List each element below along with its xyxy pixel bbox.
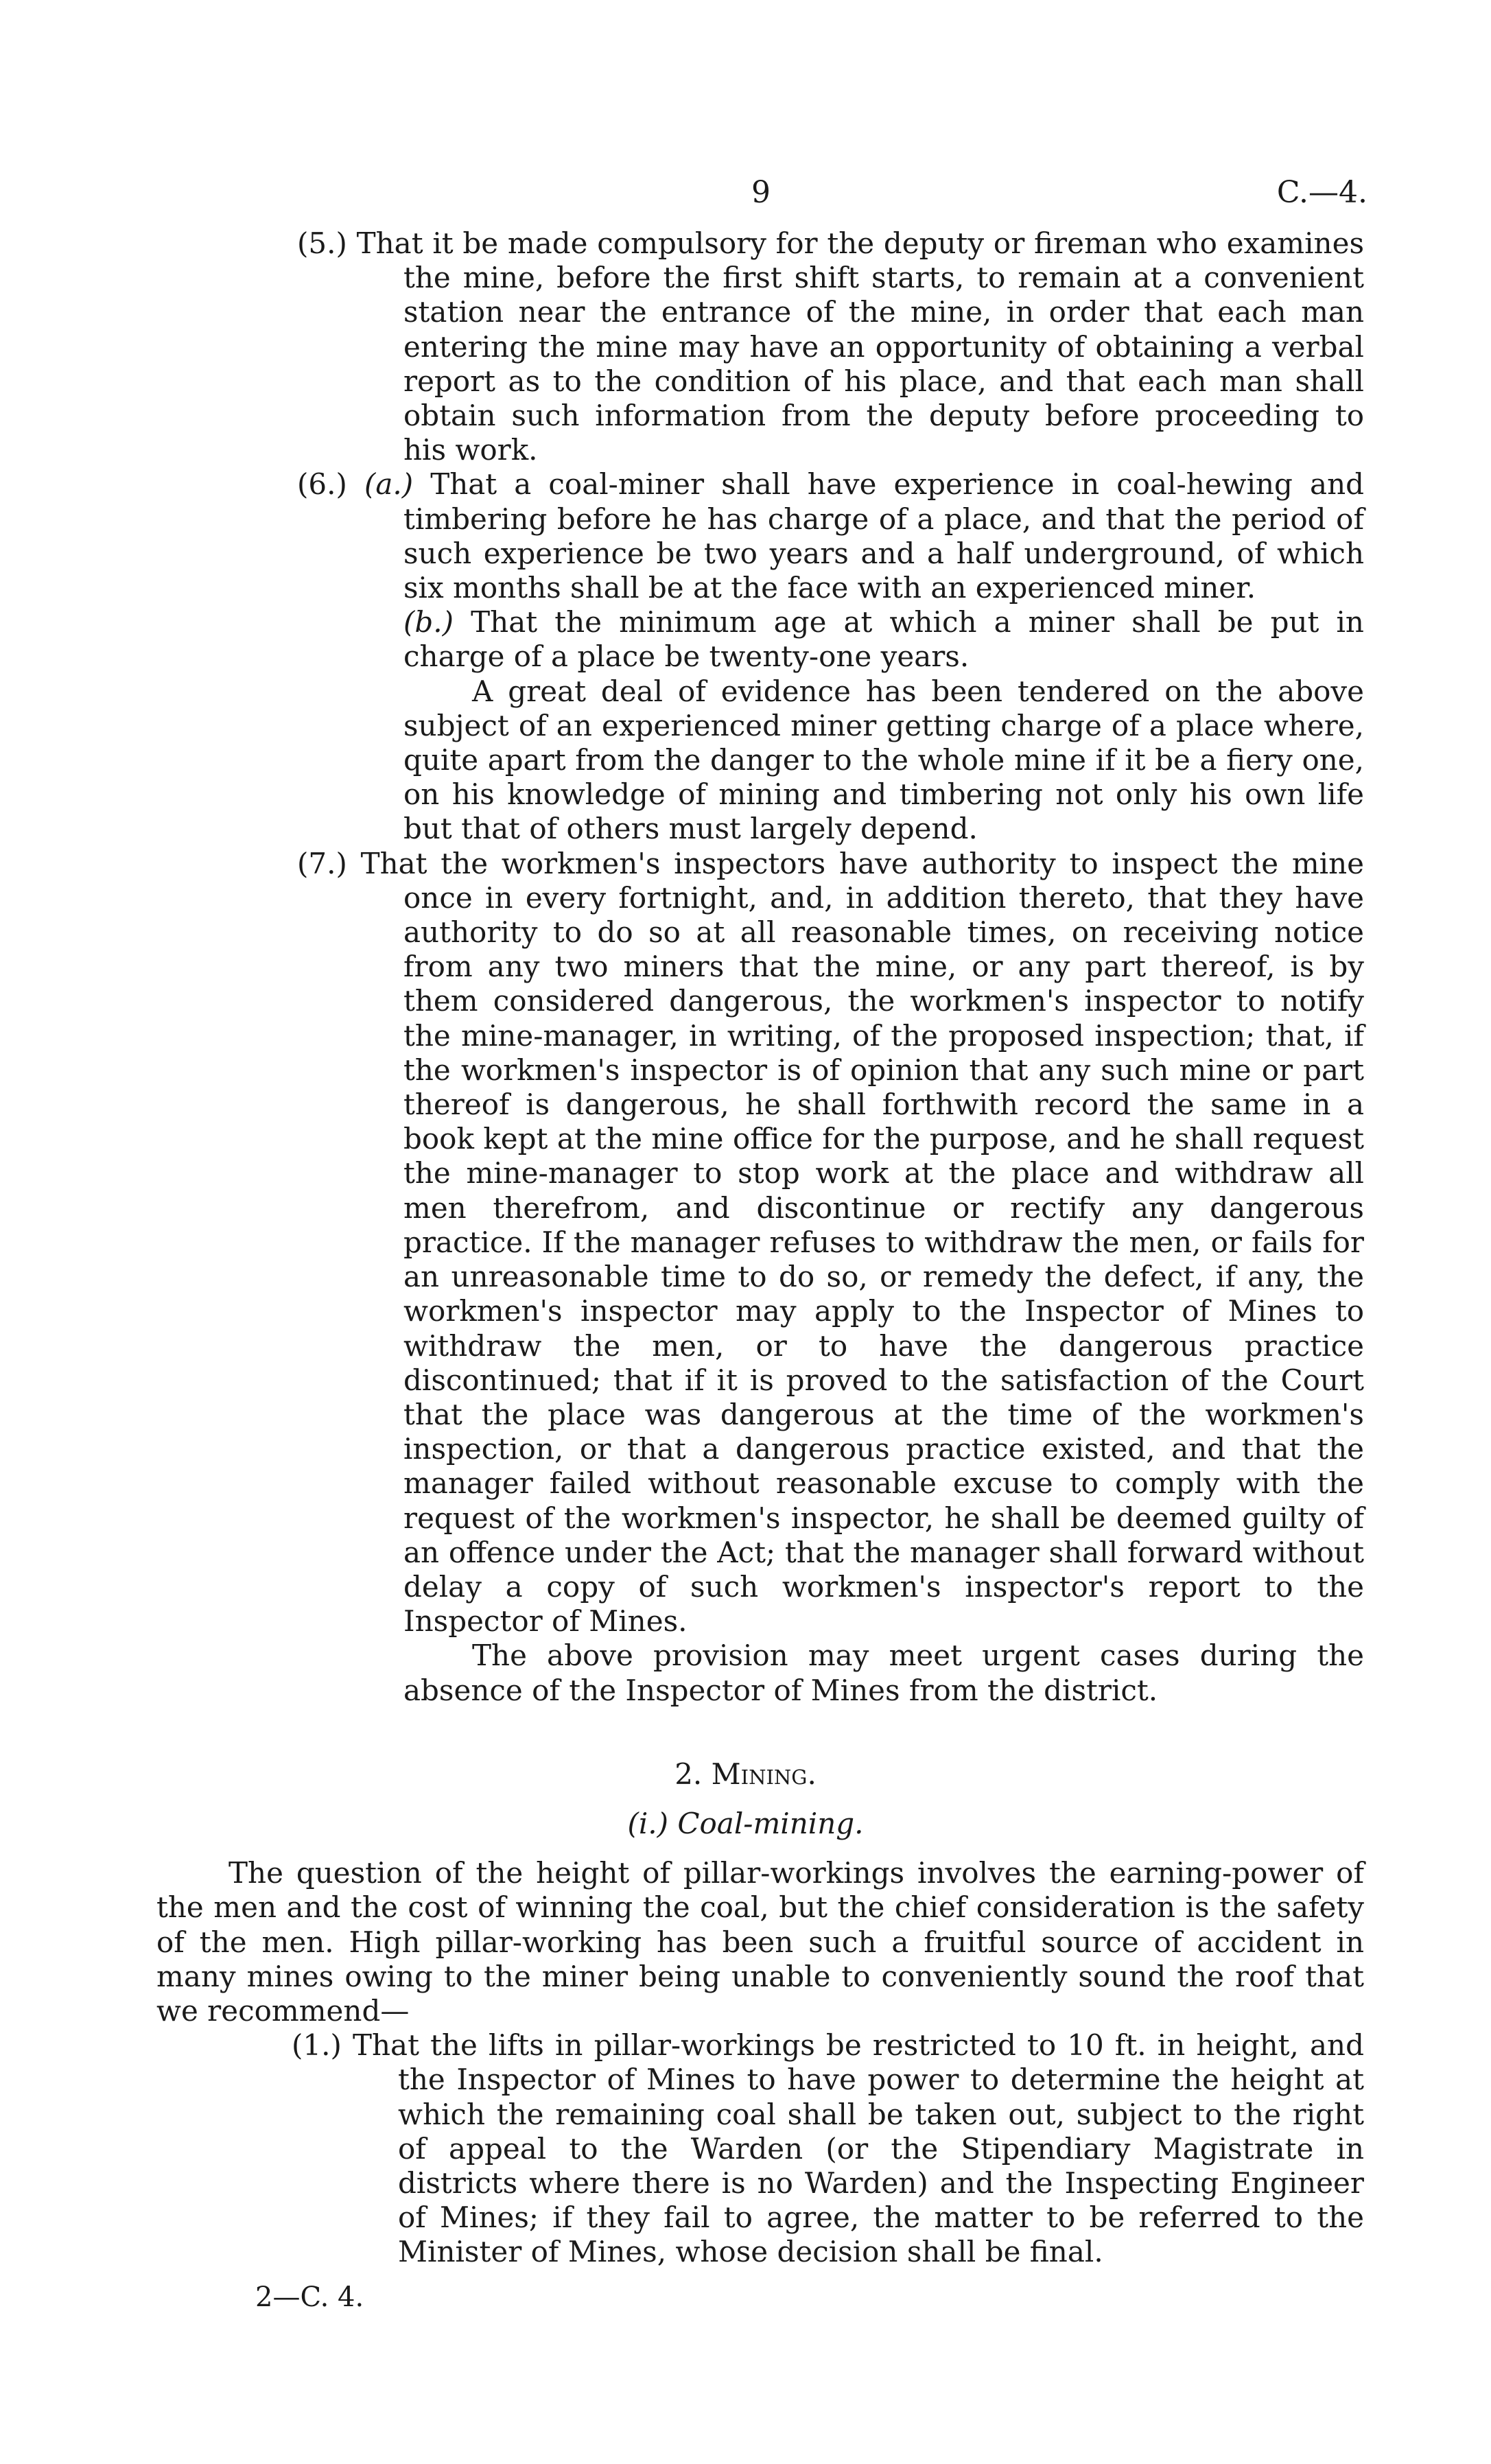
item-number: (7.) bbox=[297, 846, 347, 880]
item-6-note: A great deal of evidence has been tendered on the above subject of an experienced miner getting charge of a place where, quite apart from the danger to the whole mine if it be a fiery one, on his knowledge of mining and timbering not only his own life but that of others must largely depend. bbox=[403, 674, 1364, 846]
item-text: That the lifts in pillar-workings be restricted to 10 ft. in height, and the Inspector of Mines to have power to determine the height at which the remaining coal shall be taken out, subject to the right of appeal to the Warden (or the Stipendiary Magistrate in districts where there is no Warden) and the Inspecting Engineer of Mines; if they fail to agree, the matter to be referred to the Minister of Mines, whose decision shall be final. bbox=[352, 2028, 1364, 2269]
recommendation-item-5 bbox=[297, 226, 1364, 467]
section-number: 2. bbox=[674, 1757, 703, 1791]
sub-item-text-a: That a coal-miner shall have experience in coal-hewing and timbering before he has charge of a place, and that the period of such experience be two years and a half underground, of which six months shall be at the face with an experienced miner. bbox=[403, 467, 1365, 605]
item-text: That the workmen's inspectors have authority to inspect the mine once in every fortnight, and, in addition thereto, that they have authority to do so at all reasonable times, on receiving notice from any two miners that the mine, or any part thereof, is by them considered dangerous, the workmen's inspector to notify the mine-manager, in writing, of the proposed inspection; that, if the workmen's inspector is of opinion that any such mine or part thereof is dangerous, he shall forthwith record the same in a book kept at the mine office for the purpose, and he shall request the mine-manager to stop work at the place and withdraw all men therefrom, and discontinue or rectify any dangerous practice. If the manager refuses to withdraw the men, or fails for an unreasonable time to do so, or remedy the defect, if any, the workmen's inspector may apply to the Inspector of Mines to withdraw the men, or to have the dangerous practice discontinued; that if it is proved to the satisfaction of the Court that the place was dangerous at the time of the workmen's inspection, or that a dangerous practice existed, and that the manager failed without reasonable excuse to comply with the request of the workmen's inspector, he shall be deemed guilty of an offence under the Act; that the manager shall forward without delay a copy of such workmen's inspector's report to the Inspector of Mines. bbox=[360, 846, 1364, 1639]
recommendation-item-7 bbox=[297, 846, 1364, 1639]
recommendation-item-6b bbox=[403, 605, 1364, 674]
document-reference: C.—4. bbox=[1276, 175, 1367, 210]
sub-item-label-b: (b.) bbox=[403, 605, 454, 640]
section-title: Mining. bbox=[711, 1757, 817, 1791]
item-7-note: The above provision may meet urgent cases during the absence of the Inspector of Mines from the district. bbox=[403, 1639, 1364, 1707]
sub-item-label-a: (a.) bbox=[364, 467, 414, 502]
page-number: 9 bbox=[751, 175, 771, 210]
page-body bbox=[0, 226, 1491, 2270]
signature-mark: 2—C. 4. bbox=[255, 2281, 364, 2313]
section-heading bbox=[0, 1757, 1491, 1792]
recommendation-item-6 bbox=[297, 467, 1365, 605]
item-number: (1.) bbox=[292, 2028, 342, 2063]
subsection-heading: (i.) Coal-mining. bbox=[627, 1806, 864, 1840]
sub-item-text-b: That the minimum age at which a miner shall be put in charge of a place be twenty-one years. bbox=[403, 605, 1364, 674]
item-number: (5.) bbox=[297, 226, 347, 260]
item-number: (6.) bbox=[297, 467, 347, 502]
section-intro: The question of the height of pillar-workings involves the earning-power of the men and the cost of winning the coal, but the chief consideration is the safety of the men. High pillar-working has been such a fruitful source of accident in many mines owing to the miner being unable to conveniently sound the roof that we recommend— bbox=[156, 1856, 1364, 2028]
section-item-1 bbox=[292, 2028, 1364, 2269]
item-text: That it be made compulsory for the deputy or fireman who examines the mine, before the first shift starts, to remain at a convenient station near the entrance of the mine, in order that each man entering the mine may have an opportunity of obtaining a verbal report as to the condition of his place, and that each man shall obtain such information from the deputy before proceeding to his work. bbox=[356, 226, 1364, 467]
